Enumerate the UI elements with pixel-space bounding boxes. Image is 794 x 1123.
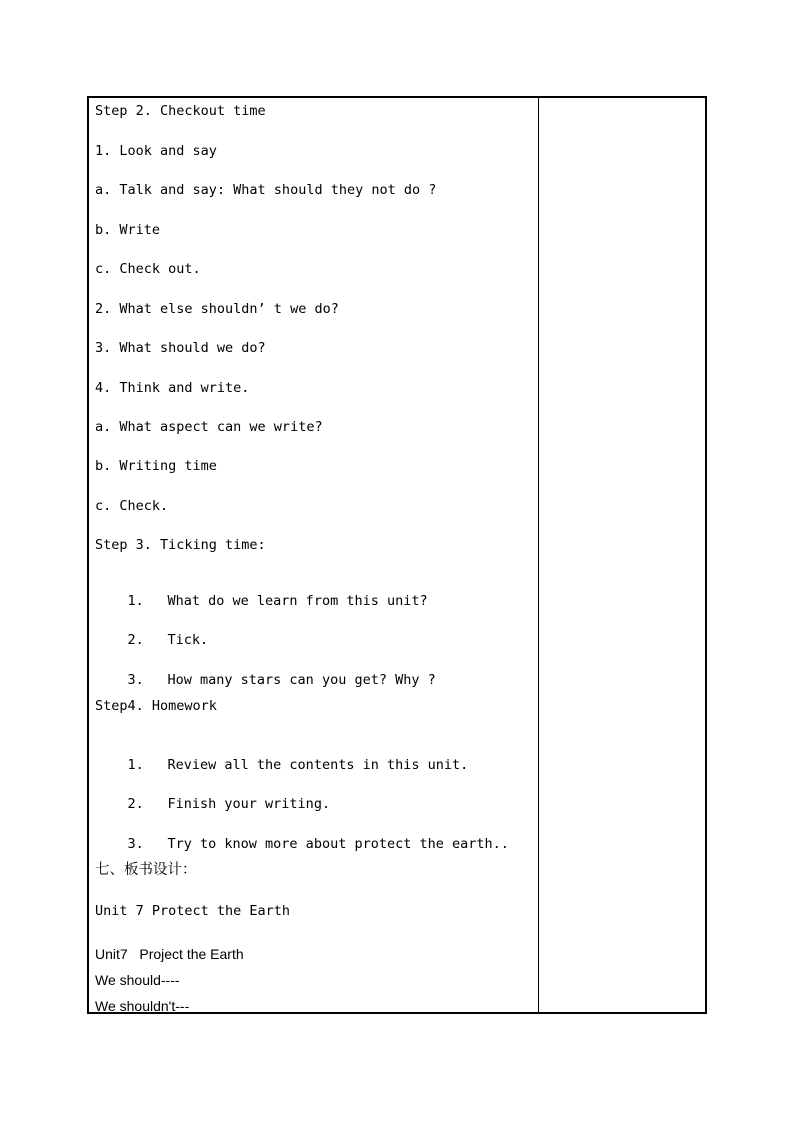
- text-line: a. What aspect can we write?: [95, 419, 323, 435]
- column-divider: [538, 98, 539, 1012]
- text-line: 3. What should we do?: [95, 340, 266, 356]
- item-number: 1.: [127, 593, 144, 609]
- text-line: 4. Think and write.: [95, 380, 250, 396]
- item-number: 2.: [127, 796, 144, 812]
- ticking-item: [95, 656, 436, 704]
- item-text: Try to know more about protect the earth..: [167, 836, 509, 852]
- text-line: a. Talk and say: What should they not do ?: [95, 182, 437, 198]
- item-text: Tick.: [167, 632, 209, 648]
- text-line: c. Check out.: [95, 261, 201, 277]
- item-text: Finish your writing.: [167, 796, 331, 812]
- board-title: Unit 7 Protect the Earth: [95, 903, 291, 919]
- text-line: c. Check.: [95, 498, 169, 514]
- text-line: b. Writing time: [95, 458, 217, 474]
- item-text: What do we learn from this unit?: [167, 593, 428, 609]
- board-line: Unit7 Project the Earth: [95, 946, 244, 962]
- homework-item: [95, 820, 509, 868]
- lesson-table: [87, 96, 707, 1014]
- item-text: Review all the contents in this unit.: [167, 757, 469, 773]
- step-4-heading: Step4. Homework: [95, 698, 217, 714]
- item-number: 3.: [127, 672, 144, 688]
- item-text: How many stars can you get? Why ?: [167, 672, 436, 688]
- step-2-heading: Step 2. Checkout time: [95, 103, 266, 119]
- board-line: We should----: [95, 972, 180, 988]
- item-number: 1.: [127, 757, 144, 773]
- item-number: 3.: [127, 836, 144, 852]
- text-line: b. Write: [95, 222, 161, 238]
- step-3-heading: Step 3. Ticking time:: [95, 537, 266, 553]
- item-number: 2.: [127, 632, 144, 648]
- text-line: 1. Look and say: [95, 143, 217, 159]
- board-line: We shouldn't---: [95, 998, 190, 1014]
- board-design-heading: 七、板书设计：: [95, 862, 197, 878]
- text-line: 2. What else shouldn’ t we do?: [95, 301, 339, 317]
